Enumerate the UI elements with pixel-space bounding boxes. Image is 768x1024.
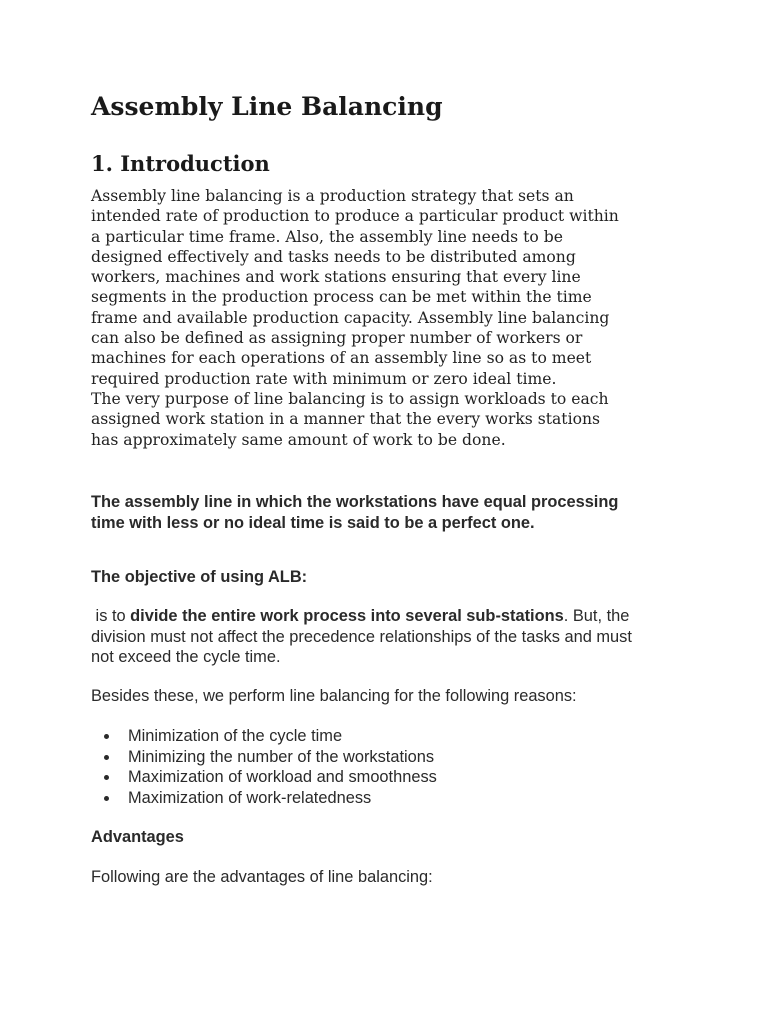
advantages-intro: Following are the advantages of line balancing: — [91, 868, 433, 886]
intro-line: assigned work station in a manner that the every works stations — [91, 410, 600, 429]
intro-line: machines for each operations of an assembly line so as to meet — [91, 349, 592, 368]
intro-line: intended rate of production to produce a particular product within — [91, 207, 619, 226]
bullet-icon — [104, 755, 109, 760]
list-item-text: Maximization of workload and smoothness — [128, 768, 437, 786]
intro-line: Assembly line balancing is a production strategy that sets an — [91, 187, 574, 205]
intro-line: frame and available production capacity. Assembly line balancing — [91, 308, 610, 327]
perfect-line-statement — [91, 492, 691, 533]
bullet-icon — [104, 796, 109, 801]
objective-label: The objective of using ALB: — [91, 568, 308, 586]
intro-line: workers, machines and work stations ensuring that every line — [91, 268, 581, 287]
objective-paragraph — [91, 606, 691, 668]
advantages-heading: Advantages — [91, 828, 184, 846]
objective-line: not exceed the cycle time. — [91, 648, 281, 666]
bullet-icon — [104, 734, 109, 739]
intro-line: has approximately same amount of work to be done. — [91, 430, 506, 449]
document-title: Assembly Line Balancing — [91, 92, 443, 121]
perfect-line-text: The assembly line in which the workstations have equal processing — [91, 493, 619, 511]
list-item — [91, 788, 437, 809]
list-item-text: Maximization of work-relatedness — [128, 788, 372, 807]
intro-line: The very purpose of line balancing is to assign workloads to each — [91, 389, 609, 408]
section-heading-introduction: 1. Introduction — [91, 151, 270, 176]
objective-suffix: . But, the — [563, 607, 630, 625]
introduction-paragraph — [91, 186, 681, 450]
reasons-intro: Besides these, we perform line balancing for the following reasons: — [91, 687, 577, 705]
objective-line: division must not affect the precedence relationships of the tasks and must — [91, 627, 632, 646]
bullet-icon — [104, 775, 109, 780]
objective-bold-text: divide the entire work process into several sub-stations — [130, 607, 564, 625]
intro-line: a particular time frame. Also, the assembly line needs to be — [91, 227, 563, 246]
list-item — [91, 726, 437, 747]
list-item — [91, 767, 437, 788]
intro-line: designed effectively and tasks needs to be distributed among — [91, 247, 576, 266]
reasons-list — [91, 726, 437, 808]
objective-prefix: is to — [91, 607, 131, 625]
perfect-line-text: time with less or no ideal time is said to be a perfect one. — [91, 513, 535, 532]
list-item — [91, 747, 437, 768]
objective-first-line — [91, 606, 691, 627]
list-item-text: Minimization of the cycle time — [128, 727, 343, 745]
intro-line: required production rate with minimum or zero ideal time. — [91, 369, 557, 388]
intro-line: segments in the production process can be met within the time — [91, 288, 592, 307]
intro-line: can also be defined as assigning proper number of workers or — [91, 329, 583, 348]
list-item-text: Minimizing the number of the workstations — [128, 747, 435, 766]
